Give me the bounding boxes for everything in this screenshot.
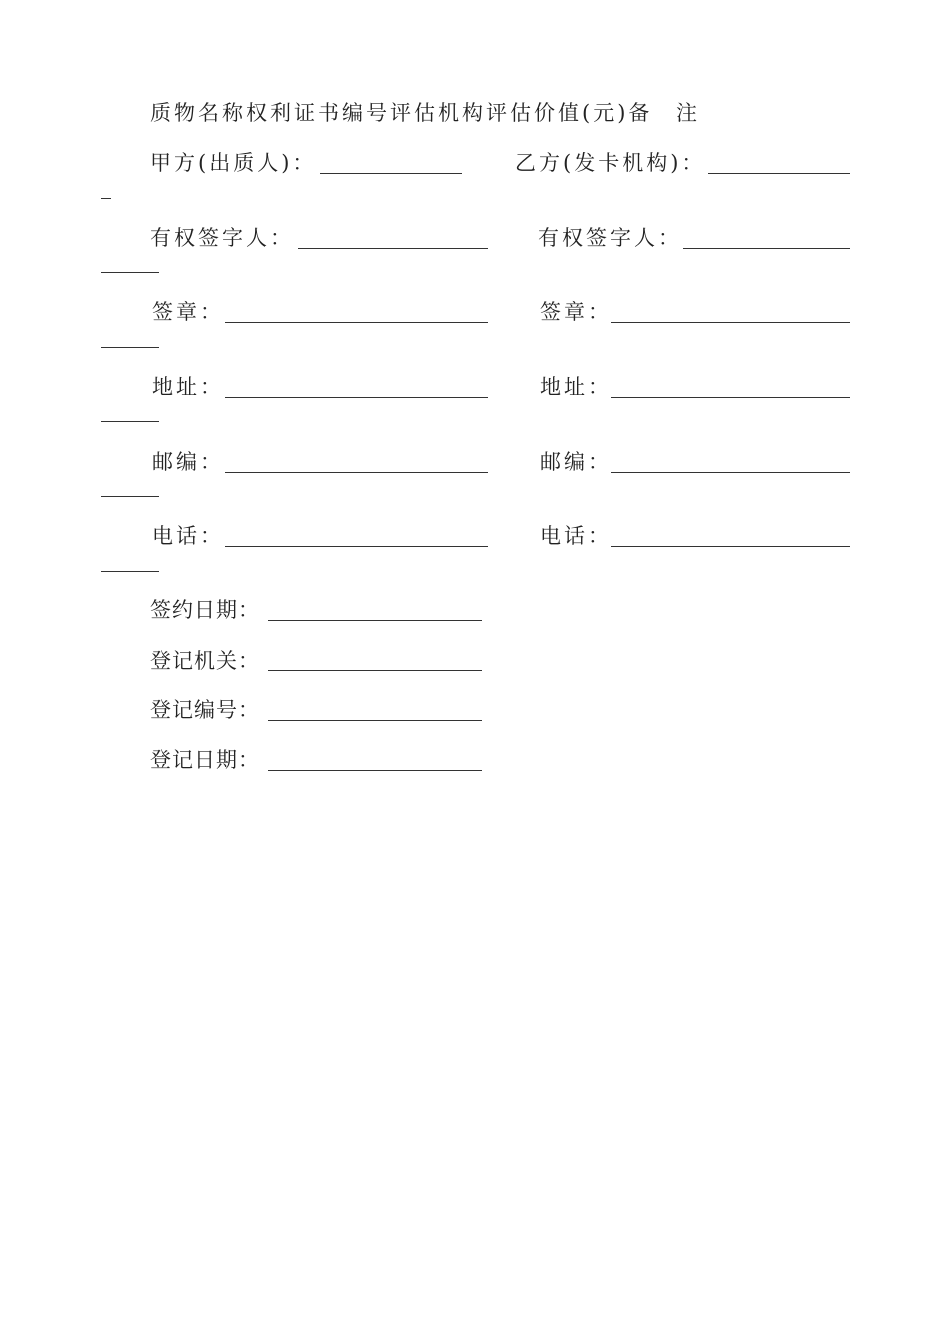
party-b-label: 乙方(发卡机构)： [515,151,706,175]
collateral-table-note-header: 注 [676,101,697,125]
party-b-address-blank[interactable] [611,397,850,398]
registration-number-label: 登记编号： [150,698,260,722]
party-b-signatory-blank[interactable] [683,248,850,249]
party-a-address-label: 地址： [152,375,224,399]
party-b-seal-blank-continuation[interactable] [101,347,159,348]
collateral-table-header: 质物名称权利证书编号评估机构评估价值(元)备 [150,101,653,125]
signing-date-blank[interactable] [268,620,482,621]
registration-date-blank[interactable] [268,770,482,771]
party-b-seal-blank[interactable] [611,322,850,323]
party-a-seal-label: 签章： [152,300,224,324]
registration-authority-label: 登记机关： [150,649,260,673]
party-b-address-blank-continuation[interactable] [101,421,159,422]
party-b-signatory-label: 有权签字人： [538,226,682,250]
party-a-phone-label: 电话： [152,524,224,548]
party-b-phone-blank[interactable] [611,546,850,547]
party-a-blank[interactable] [320,173,462,174]
registration-number-blank[interactable] [268,720,482,721]
party-a-postcode-label: 邮编： [152,450,224,474]
party-a-signatory-blank[interactable] [298,248,488,249]
party-a-signatory-label: 有权签字人： [150,226,294,250]
party-a-address-blank[interactable] [225,397,488,398]
party-b-phone-label: 电话： [540,524,612,548]
party-b-postcode-label: 邮编： [540,450,612,474]
party-a-postcode-blank[interactable] [225,472,488,473]
signing-date-label: 签约日期： [150,598,260,622]
party-b-postcode-blank[interactable] [611,472,850,473]
party-b-seal-label: 签章： [540,300,612,324]
party-a-seal-blank[interactable] [225,322,488,323]
party-b-postcode-blank-continuation[interactable] [101,496,159,497]
party-b-signatory-blank-continuation[interactable] [101,272,159,273]
registration-authority-blank[interactable] [268,670,482,671]
party-a-phone-blank[interactable] [225,546,488,547]
party-b-blank-continuation[interactable] [101,198,111,199]
registration-date-label: 登记日期： [150,748,260,772]
party-a-label: 甲方(出质人)： [150,151,317,175]
party-b-phone-blank-continuation[interactable] [101,571,159,572]
party-b-address-label: 地址： [540,375,612,399]
party-b-blank[interactable] [708,173,850,174]
